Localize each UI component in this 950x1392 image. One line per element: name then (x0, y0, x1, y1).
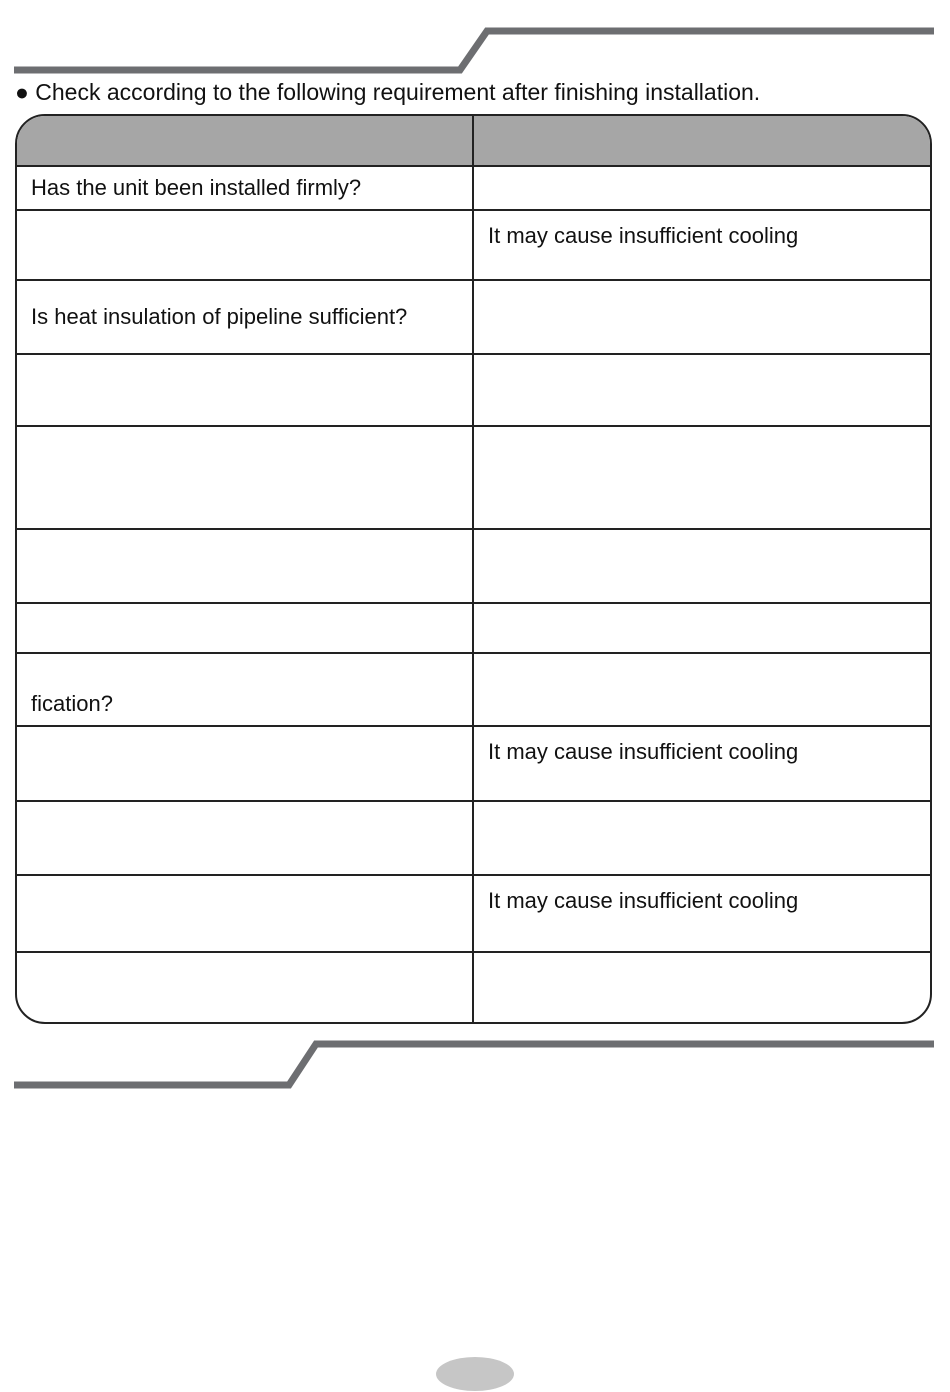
item-cell: Is heat insulation of pipeline sufficient? (17, 280, 473, 354)
result-cell: It may cause insufficient cooling (473, 875, 930, 952)
page-number-badge (436, 1357, 514, 1391)
item-cell: fication? (17, 653, 473, 726)
intro-instruction: ● Check according to the following requirement after finishing installation. (15, 79, 761, 105)
item-cell: Has the unit been installed firmly? (17, 166, 473, 210)
result-cell: It may cause insufficient cooling (473, 726, 930, 801)
result-cell: It may cause insufficient cooling (473, 210, 930, 280)
